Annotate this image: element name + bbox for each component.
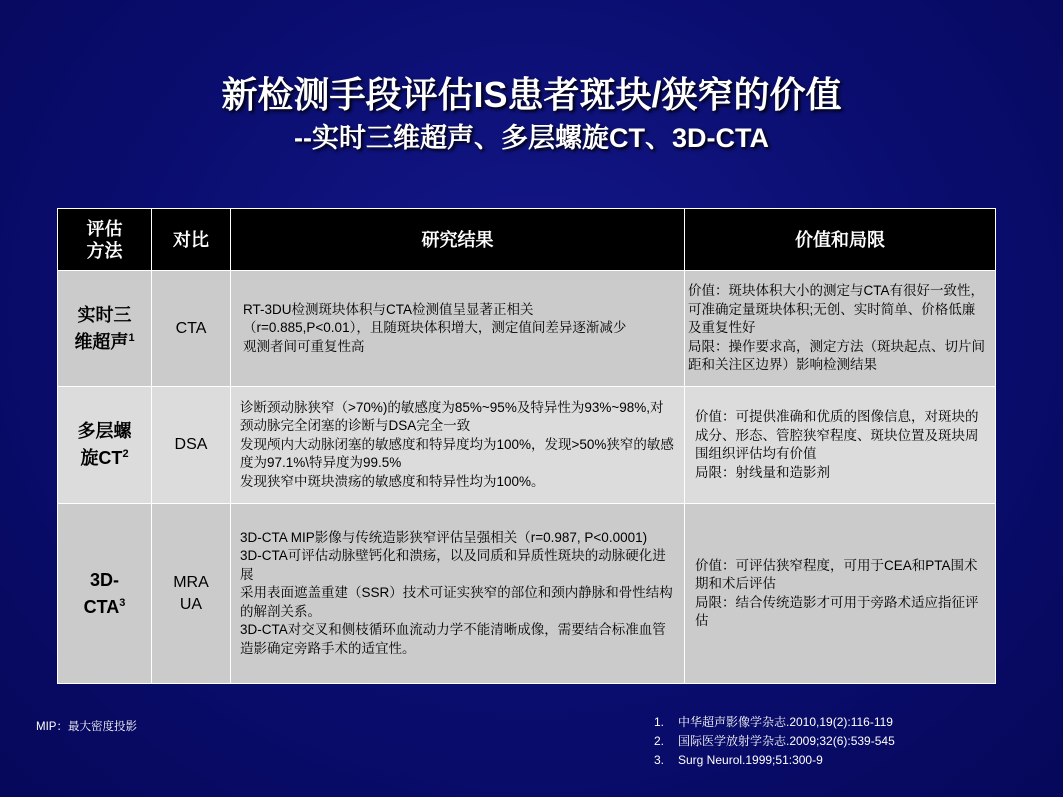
method-line: 3D- — [89, 569, 119, 590]
result-line: 发现狭窄中斑块溃疡的敏感度和特异性均为100%。 — [240, 473, 545, 489]
result-line: 诊断颈动脉狭窄（>70%)的敏感度为85%~95%及特异性为93%~98%,对颈动脉完全闭塞的诊断与DSA完全一致 — [240, 399, 664, 434]
header-value: 价值和局限 — [685, 209, 996, 271]
result-line: 3D-CTA MIP影像与传统造影狭窄评估呈强相关（r=0.987, P<0.0001) — [240, 529, 648, 545]
reference-item: 1. 中华超声影像学杂志.2010,19(2):116-119 — [654, 715, 893, 729]
result-line: 3D-CTA对交叉和侧枝循环血流动力学不能清晰成像，需要结合标准血管造影确定旁路手术的适宜性。 — [240, 622, 666, 656]
result-line: 3D-CTA可评估动脉壁钙化和溃疡，以及同质和异质性斑块的动脉硬化进展 — [240, 548, 666, 582]
table-header-row — [58, 209, 996, 271]
method-cell — [58, 271, 152, 387]
header-compare: 对比 — [152, 209, 231, 271]
header-method-line: 评估 — [86, 218, 123, 239]
result-line: 采用表面遮盖重建（SSR）技术可证实狭窄的部位和颈内静脉和骨性结构的解剖关系。 — [240, 585, 673, 619]
result-line: （r=0.885,P<0.01），且随斑块体积增大，测定值间差异逐渐减少 — [243, 320, 627, 336]
reference-item: 3. Surg Neurol.1999;51:300-9 — [654, 753, 823, 767]
method-line: 旋$CT^2$ — [80, 448, 129, 468]
table-row — [58, 387, 996, 504]
compare-cell: DSA — [152, 387, 231, 504]
value-line: 局限：结合传统造影才可用于旁路术适应指征评估 — [695, 594, 979, 628]
reference-superscript: 3 — [119, 596, 126, 609]
value-cell — [685, 504, 996, 684]
reference-superscript: 2 — [122, 448, 129, 460]
reference-superscript: 1 — [128, 331, 135, 344]
method-line: 维超声$^1$ — [74, 331, 135, 352]
method-line: 多层螺 — [77, 421, 132, 441]
method-line: CTA$^3$ — [83, 596, 126, 617]
slide-title: 新检测手段评估IS患者斑块/狭窄的价值 — [221, 74, 842, 115]
reference-item: 2. 国际医学放射学杂志.2009;32(6):539-545 — [654, 734, 895, 748]
table-row — [58, 271, 996, 387]
result-cell — [231, 504, 685, 684]
reference-list — [654, 713, 895, 770]
result-line: 发现颅内大动脉闭塞的敏感度和特异度均为100%，发现>50%狭窄的敏感度为97.1%\特异度为99.5% — [240, 436, 674, 471]
value-cell — [685, 271, 996, 387]
method-cell — [58, 387, 152, 504]
value-line: 价值：可提供准确和优质的图像信息，对斑块的成分、形态、管腔狭窄程度、斑块位置及斑块周围组织评估均有价值 — [695, 409, 979, 461]
header-result: 研究结果 — [231, 209, 685, 271]
compare-cell — [152, 504, 231, 684]
compare-line: UA — [179, 595, 203, 613]
method-line: 实时三 — [77, 304, 132, 325]
result-line: 观测者间可重复性高 — [243, 338, 365, 354]
result-cell — [231, 271, 685, 387]
table-row — [58, 504, 996, 684]
result-cell — [231, 387, 685, 504]
value-line: 价值：可评估狭窄程度，可用于CEA和PTA围术期和术后评估 — [695, 557, 978, 591]
compare-line: MRA — [173, 573, 209, 591]
value-line: 价值：斑块体积大小的测定与CTA有很好一致性，可准确定量斑块体积;无创、实时简单、价格低廉及重复性好 — [688, 283, 984, 336]
result-line: RT-3DU检测斑块体积与CTA检测值呈显著正相关 — [243, 301, 534, 317]
value-cell — [685, 387, 996, 504]
slide-subtitle: --实时三维超声、多层螺旋CT、3D-CTA — [294, 123, 769, 153]
value-line: 局限：射线量和造影剂 — [695, 464, 830, 480]
value-line: 局限：操作要求高，测定方法（斑块起点、切片间距和关注区边界）影响检测结果 — [688, 338, 985, 373]
header-method — [58, 209, 152, 271]
footnote: MIP：最大密度投影 — [36, 721, 137, 733]
compare-cell: CTA — [152, 271, 231, 387]
header-method-line: 方法 — [86, 240, 123, 261]
comparison-table — [57, 208, 996, 684]
method-cell — [58, 504, 152, 684]
